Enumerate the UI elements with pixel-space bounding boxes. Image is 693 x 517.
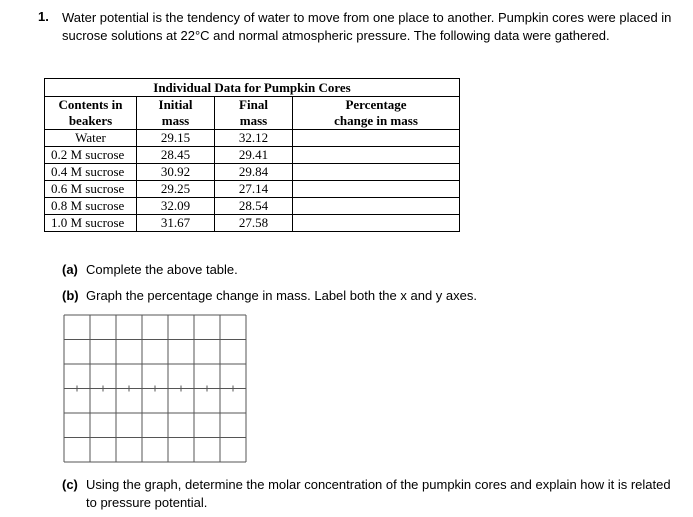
header-initial-line2: mass	[161, 113, 190, 128]
cell-final: 29.84	[215, 164, 293, 181]
cell-initial: 29.25	[137, 181, 215, 198]
header-contents-line2: beakers	[68, 113, 113, 128]
table-row	[45, 147, 460, 164]
cell-contents: 0.2 M sucrose	[45, 147, 137, 164]
part-a-label: (a)	[62, 262, 78, 277]
header-contents-line1: Contents in	[58, 97, 123, 112]
part-a	[62, 261, 238, 279]
table-row	[45, 198, 460, 215]
part-c-text-line1: Using the graph, determine the molar concentration of the pumpkin cores and explain how it is related	[86, 477, 671, 492]
graph-grid[interactable]	[63, 314, 249, 464]
cell-percentage[interactable]	[293, 164, 460, 181]
part-a-text: Complete the above table.	[86, 262, 238, 277]
table-row	[45, 181, 460, 198]
header-final-line2: mass	[239, 113, 268, 128]
cell-final: 32.12	[215, 130, 293, 147]
cell-final: 27.58	[215, 215, 293, 232]
cell-contents: Water	[45, 130, 137, 147]
cell-percentage[interactable]	[293, 181, 460, 198]
question-number: 1.	[38, 9, 49, 24]
cell-initial: 31.67	[137, 215, 215, 232]
cell-initial: 32.09	[137, 198, 215, 215]
pumpkin-data-table	[44, 78, 460, 232]
header-contents	[45, 97, 137, 130]
part-b-label: (b)	[62, 288, 79, 303]
cell-initial: 29.15	[137, 130, 215, 147]
cell-percentage[interactable]	[293, 198, 460, 215]
cell-initial: 28.45	[137, 147, 215, 164]
part-b	[62, 287, 477, 305]
table-row	[45, 130, 460, 147]
cell-initial: 30.92	[137, 164, 215, 181]
cell-final: 27.14	[215, 181, 293, 198]
part-b-text: Graph the percentage change in mass. Label both the x and y axes.	[86, 288, 477, 303]
table-row	[45, 164, 460, 181]
table-row	[45, 215, 460, 232]
table-title: Individual Data for Pumpkin Cores	[45, 79, 460, 97]
part-c-text-line2: to pressure potential.	[86, 495, 208, 510]
part-c-label: (c)	[62, 477, 78, 492]
cell-percentage[interactable]	[293, 215, 460, 232]
cell-contents: 0.4 M sucrose	[45, 164, 137, 181]
cell-percentage[interactable]	[293, 147, 460, 164]
header-final-line1: Final	[239, 97, 268, 112]
question-text: Water potential is the tendency of water to move from one place to another. Pumpkin cores were placed in sucrose solutions at 22°C and normal atmospheric pressure. The following data were gathered.	[62, 10, 672, 43]
cell-final: 28.54	[215, 198, 293, 215]
part-c	[62, 476, 687, 512]
cell-percentage[interactable]	[293, 130, 460, 147]
header-initial	[137, 97, 215, 130]
cell-contents: 0.6 M sucrose	[45, 181, 137, 198]
cell-contents: 0.8 M sucrose	[45, 198, 137, 215]
header-percentage	[293, 97, 460, 130]
header-initial-line1: Initial	[158, 97, 193, 112]
header-percentage-line2: change in mass	[334, 113, 418, 128]
header-final	[215, 97, 293, 130]
header-percentage-line1: Percentage	[345, 97, 407, 112]
cell-final: 29.41	[215, 147, 293, 164]
cell-contents: 1.0 M sucrose	[45, 215, 137, 232]
